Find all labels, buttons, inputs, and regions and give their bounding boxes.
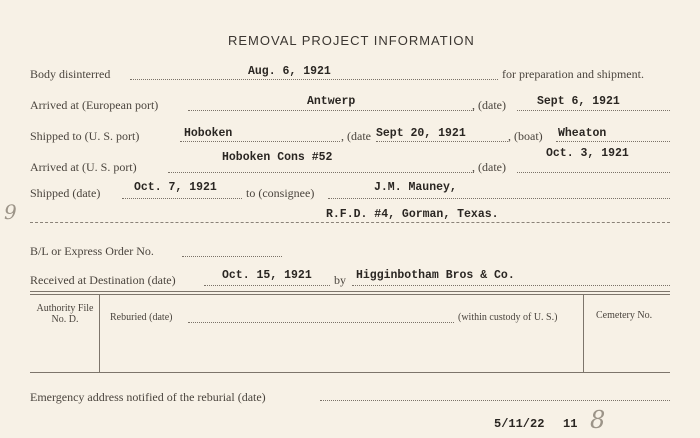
european-port-line xyxy=(188,110,474,111)
table-divider-right xyxy=(583,295,584,372)
arrived-us-date-value: Oct. 3, 1921 xyxy=(546,147,629,160)
european-date-value: Sept 6, 1921 xyxy=(537,95,620,108)
shipped-date-row-value: Oct. 7, 1921 xyxy=(134,181,217,194)
shipped-date-value: Sept 20, 1921 xyxy=(376,127,466,140)
shipped-us-port-value: Hoboken xyxy=(184,127,233,140)
shipped-date-line xyxy=(376,141,508,142)
table-divider-left xyxy=(99,295,100,372)
received-by-line xyxy=(352,285,670,286)
arrived-us-port-value: Hoboken Cons #52 xyxy=(222,151,333,164)
shipped-date-row-line xyxy=(122,198,242,199)
shipped-date-label: , (date xyxy=(341,129,371,143)
arrived-us-date-label: , (date) xyxy=(472,160,506,174)
received-destination-label: Received at Destination (date) xyxy=(30,273,176,287)
emergency-address-line xyxy=(320,400,670,401)
boat-line xyxy=(556,141,670,142)
pencil-mark-left: 9 xyxy=(4,200,17,224)
consignee-address-value: R.F.D. #4, Gorman, Texas. xyxy=(326,208,499,221)
boat-value: Wheaton xyxy=(558,127,607,140)
authority-file-label: Authority File No. D. xyxy=(36,303,94,325)
european-date-label: , (date) xyxy=(472,98,506,112)
preparation-shipment-label: for preparation and shipment. xyxy=(502,67,644,81)
european-date-line xyxy=(517,110,670,111)
arrived-european-port-label: Arrived at (European port) xyxy=(30,98,159,112)
card-title: REMOVAL PROJECT INFORMATION xyxy=(228,33,475,48)
stamp-number: 11 xyxy=(563,417,578,431)
reburied-line xyxy=(188,322,454,323)
table-top-rule-1 xyxy=(30,291,670,292)
body-disinterred-label: Body disinterred xyxy=(30,67,111,81)
shipped-date-row-label: Shipped (date) xyxy=(30,186,101,200)
arrived-us-port-label: Arrived at (U. S. port) xyxy=(30,160,137,174)
received-date-line xyxy=(204,285,330,286)
body-disinterred-line xyxy=(130,79,498,80)
boat-label: , (boat) xyxy=(508,129,543,143)
custody-label: (within custody of U. S.) xyxy=(458,312,558,323)
shipped-us-port-label: Shipped to (U. S. port) xyxy=(30,129,140,143)
pencil-mark-right: 8 xyxy=(590,406,606,434)
consignee-label: to (consignee) xyxy=(246,186,315,200)
received-by-value: Higginbotham Bros & Co. xyxy=(356,269,515,282)
stamp-date: 5/11/22 xyxy=(494,417,545,431)
table-bottom-rule xyxy=(30,372,670,373)
body-disinterred-value: Aug. 6, 1921 xyxy=(248,65,331,78)
bl-express-order-label: B/L or Express Order No. xyxy=(30,244,154,258)
arrived-us-port-line xyxy=(168,172,474,173)
consignee-value: J.M. Mauney, xyxy=(374,181,457,194)
address-line xyxy=(30,222,670,223)
cemetery-no-label: Cemetery No. xyxy=(596,310,653,321)
table-top-rule-2 xyxy=(30,294,670,295)
reburied-label: Reburied (date) xyxy=(110,312,173,323)
bl-express-order-line xyxy=(182,256,282,257)
emergency-address-label: Emergency address notified of the reburial (date) xyxy=(30,390,266,404)
consignee-line xyxy=(328,198,670,199)
received-date-value: Oct. 15, 1921 xyxy=(222,269,312,282)
european-port-value: Antwerp xyxy=(307,95,356,108)
arrived-us-date-line xyxy=(517,172,670,173)
received-by-label: by xyxy=(334,273,346,287)
shipped-us-port-line xyxy=(180,141,340,142)
